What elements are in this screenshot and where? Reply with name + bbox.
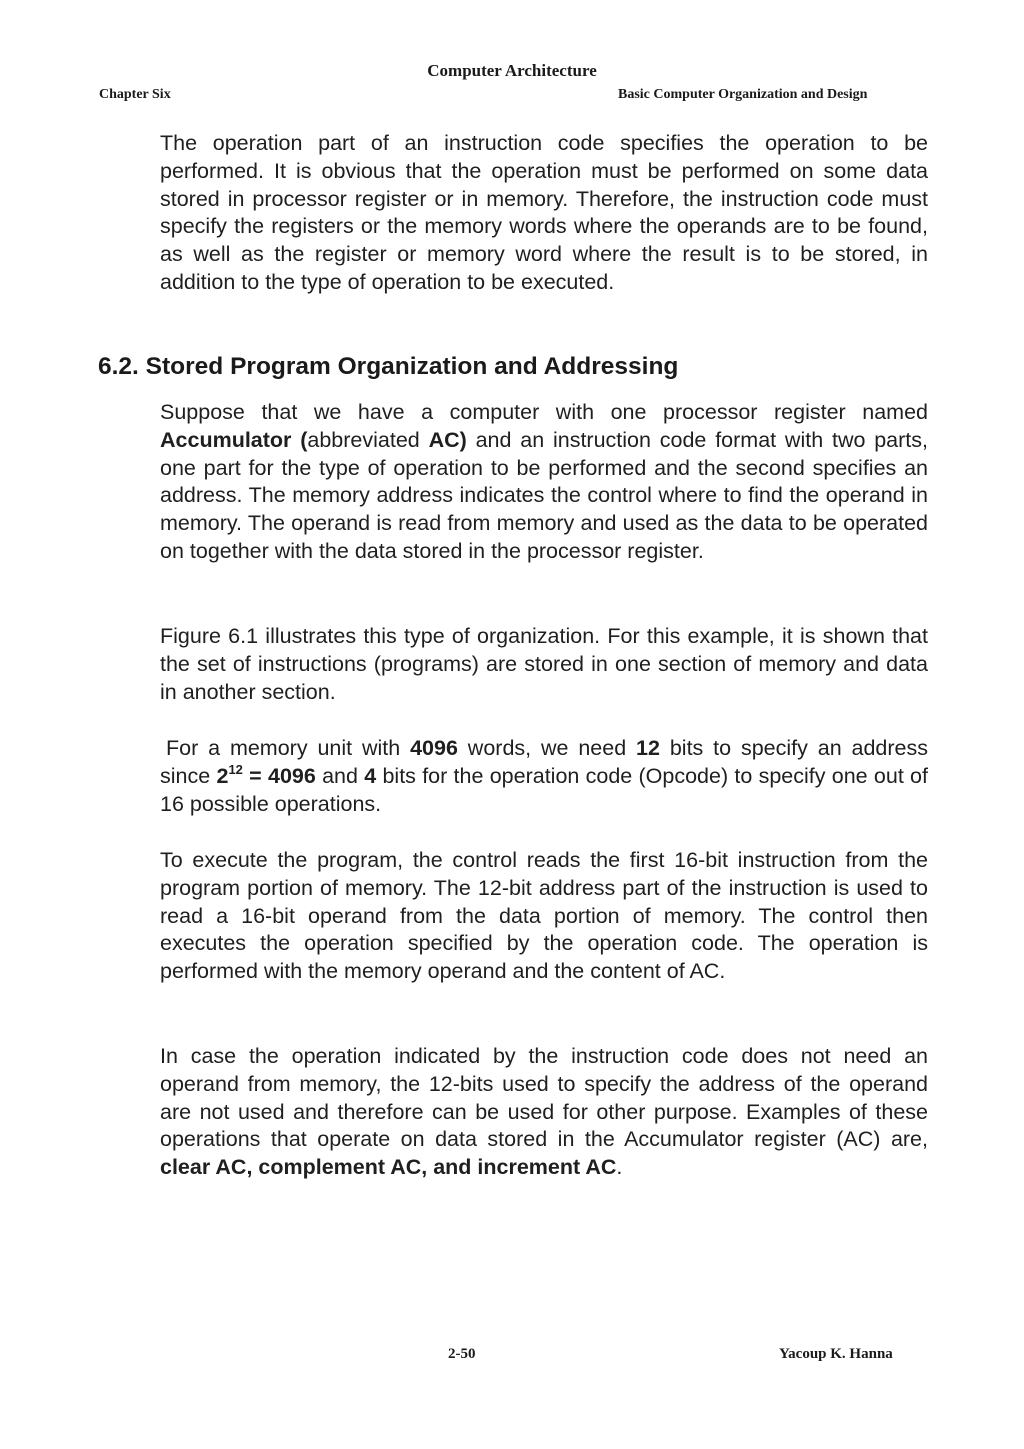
execute-paragraph: To execute the program, the control reads the first 16-bit instruction from the program portion of memory. The 12-bit address part of the instruction is used to read a 16-bit operand from the data portion of memory. The control then executes the operation specified by the operation code. The operation is performed with the memory operand and the content of AC. [160,848,928,984]
text-run: bits to specify an address since [160,736,929,788]
page-header-title: Computer Architecture [427,61,597,80]
text-run: bits for the operation code (Opcode) to specify one out of 16 possible operations. [160,763,928,816]
power-expression [216,761,316,788]
text-run: In case the operation indicated by the instruction code does not need an operand from memory, the 12-bits used to specify the address of the operand are not used and therefore can be used for other purpose. Examples of these operations that operate on data stored in the Accumulator register (AC) are, [160,1044,928,1152]
text-run: For a memory unit with [166,736,411,760]
text-run: words, we need [457,736,637,760]
term-ac: AC) [428,427,467,452]
term-accumulator: Accumulator ( [160,427,308,452]
text-run: and an instruction code format with two parts, one part for the type of operation to be performed and the second specifies an address. The memory address indicates the control where to find the operand in memory. The operand is read from memory and used as the data to be operated on together with the data stored in the processor register. [160,427,928,563]
memory-paragraph [160,735,928,818]
chapter-subject: Basic Computer Organization and Design [618,87,868,102]
operations-paragraph [160,1043,928,1182]
text-run: abbreviated [307,427,429,452]
figure-paragraph: Figure 6.1 illustrates this type of organization. For this example, it is shown that the set of instructions (programs) are stored in one section of memory and data in another section. [160,624,928,704]
accumulator-paragraph [160,399,928,566]
intro-paragraph: The operation part of an instruction code specifies the operation to be performed. It is obvious that the operation must be performed on some data stored in processor register or in memory. Therefore, the instruction code must specify the registers or the memory words where the operands are to be found, as well as the register or memory word where the result is to be stored, in addition to the type of operation to be executed. [160,131,928,294]
text-run: Suppose that we have a computer with one processor register named [160,400,928,424]
chapter-label: Chapter Six [99,87,171,102]
value-12: 12 [636,736,660,760]
text-run: . [616,1155,623,1180]
value-4096: 4096 [410,736,458,760]
section-heading: 6.2. Stored Program Organization and Addressing [98,353,679,380]
page-number: 2-50 [448,1346,476,1362]
text-run: and [315,763,365,788]
author-name: Yacoup K. Hanna [779,1346,893,1362]
power-exponent: 12 [228,761,243,777]
power-result: = 4096 [242,763,316,788]
power-base: 2 [216,763,229,788]
operation-examples: clear AC, complement AC, and increment AC [160,1155,617,1180]
value-4: 4 [364,763,377,788]
